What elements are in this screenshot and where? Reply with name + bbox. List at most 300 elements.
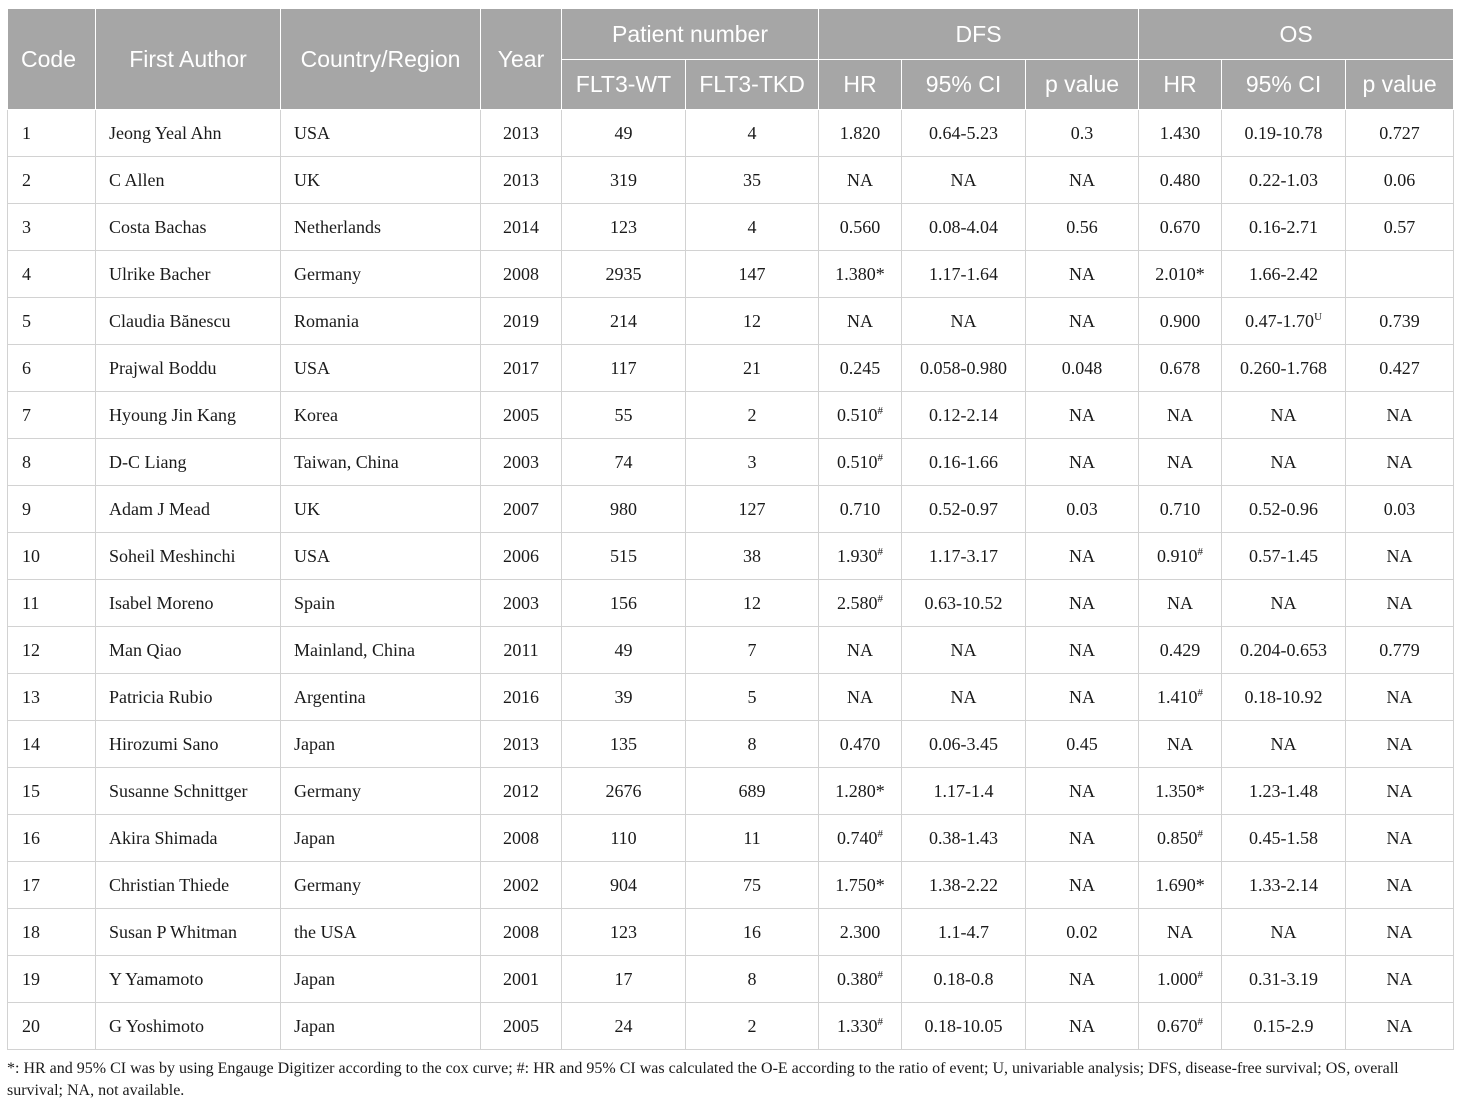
cell-dfs-p <box>1026 674 1139 721</box>
cell-dfs-hr-mark: # <box>877 545 884 558</box>
cell-dfs-ci-value: 1.1-4.7 <box>938 921 990 942</box>
cell-dfs-hr-value: NA <box>847 686 874 707</box>
cell-os-hr-value: 0.910 <box>1157 545 1198 566</box>
cell-flt3-tkd <box>686 1003 819 1050</box>
cell-first-author <box>96 345 281 392</box>
cell-dfs-ci <box>902 862 1026 909</box>
header-flt3-tkd: FLT3-TKD <box>686 60 819 110</box>
cell-dfs-ci <box>902 533 1026 580</box>
cell-dfs-ci-value: 0.16-1.66 <box>929 451 999 472</box>
cell-dfs-ci-value: 0.058-0.980 <box>920 357 1008 378</box>
cell-year <box>481 157 562 204</box>
cell-flt3-wt <box>562 627 686 674</box>
cell-first-author <box>96 815 281 862</box>
cell-os-hr-value: 0.670 <box>1157 1015 1198 1036</box>
cell-os-p-value: NA <box>1386 968 1413 989</box>
cell-country <box>281 674 481 721</box>
cell-year-value: 2016 <box>503 686 539 707</box>
cell-dfs-hr <box>819 439 902 486</box>
cell-flt3-tkd <box>686 533 819 580</box>
cell-dfs-hr <box>819 298 902 345</box>
cell-os-p <box>1346 486 1454 533</box>
cell-os-hr-value: NA <box>1167 921 1194 942</box>
cell-country <box>281 533 481 580</box>
cell-os-p <box>1346 721 1454 768</box>
table-row <box>8 251 1454 298</box>
cell-os-hr <box>1139 533 1222 580</box>
cell-year-value: 2003 <box>503 451 539 472</box>
cell-dfs-p-value: NA <box>1069 169 1096 190</box>
cell-os-ci-value: NA <box>1270 404 1297 425</box>
cell-dfs-hr-value: 0.740 <box>837 827 878 848</box>
cell-dfs-ci <box>902 298 1026 345</box>
cell-year-value: 2019 <box>503 310 539 331</box>
cell-flt3-tkd-value: 147 <box>738 263 766 284</box>
cell-dfs-p <box>1026 345 1139 392</box>
cell-dfs-p-value: 0.048 <box>1061 357 1103 378</box>
cell-first-author <box>96 674 281 721</box>
cell-flt3-tkd <box>686 110 819 157</box>
cell-os-p <box>1346 909 1454 956</box>
cell-dfs-hr <box>819 157 902 204</box>
cell-country <box>281 1003 481 1050</box>
cell-os-hr-value: 2.010* <box>1155 263 1205 284</box>
cell-year <box>481 674 562 721</box>
cell-code <box>8 533 96 580</box>
cell-dfs-ci-value: 0.18-0.8 <box>933 968 994 989</box>
cell-os-p-value: NA <box>1386 921 1413 942</box>
cell-country <box>281 345 481 392</box>
cell-dfs-p-value: NA <box>1069 827 1096 848</box>
cell-flt3-wt <box>562 345 686 392</box>
table-row <box>8 486 1454 533</box>
cell-dfs-hr-value: 2.580 <box>837 592 878 613</box>
cell-flt3-tkd <box>686 486 819 533</box>
cell-dfs-hr <box>819 862 902 909</box>
cell-os-p-value: NA <box>1386 545 1413 566</box>
cell-first-author-value: Adam J Mead <box>109 498 210 519</box>
header-country: Country/Region <box>281 9 481 110</box>
cell-country-value: Argentina <box>294 686 366 707</box>
cell-flt3-wt <box>562 110 686 157</box>
cell-dfs-hr <box>819 721 902 768</box>
cell-dfs-p <box>1026 486 1139 533</box>
cell-dfs-p <box>1026 580 1139 627</box>
cell-first-author-value: Susan P Whitman <box>109 921 238 942</box>
cell-os-ci-value: 0.22-1.03 <box>1249 169 1319 190</box>
cell-os-ci-value: 0.18-10.92 <box>1244 686 1323 707</box>
cell-dfs-p <box>1026 251 1139 298</box>
cell-country-value: USA <box>294 545 331 566</box>
cell-dfs-hr <box>819 110 902 157</box>
cell-first-author-value: Man Qiao <box>109 639 182 660</box>
cell-flt3-wt-value: 117 <box>610 357 637 378</box>
cell-flt3-tkd-value: 11 <box>743 827 761 848</box>
cell-os-hr-value: 1.430 <box>1159 122 1201 143</box>
cell-flt3-wt-value: 110 <box>610 827 637 848</box>
table-header <box>8 9 1454 110</box>
cell-flt3-tkd <box>686 580 819 627</box>
cell-os-p-value: NA <box>1386 404 1413 425</box>
cell-dfs-p <box>1026 909 1139 956</box>
cell-os-ci-value: 0.204-0.653 <box>1240 639 1328 660</box>
cell-first-author <box>96 956 281 1003</box>
cell-code <box>8 251 96 298</box>
table-row <box>8 862 1454 909</box>
cell-os-ci <box>1222 956 1346 1003</box>
cell-os-ci <box>1222 157 1346 204</box>
cell-flt3-wt-value: 980 <box>610 498 637 519</box>
cell-country <box>281 862 481 909</box>
cell-dfs-hr-value: NA <box>847 169 874 190</box>
cell-os-ci <box>1222 204 1346 251</box>
cell-flt3-tkd <box>686 345 819 392</box>
cell-code-value: 14 <box>22 733 40 754</box>
cell-code <box>8 815 96 862</box>
cell-year <box>481 862 562 909</box>
cell-os-p-value: NA <box>1386 874 1413 895</box>
cell-code-value: 16 <box>22 827 40 848</box>
cell-os-p <box>1346 533 1454 580</box>
cell-os-hr-value: NA <box>1167 404 1194 425</box>
cell-first-author-value: Susanne Schnittger <box>109 780 248 801</box>
cell-flt3-wt <box>562 721 686 768</box>
cell-dfs-hr-mark: # <box>877 592 884 605</box>
cell-dfs-p-value: NA <box>1069 686 1096 707</box>
table-row <box>8 768 1454 815</box>
cell-first-author-value: D-C Liang <box>109 451 187 472</box>
cell-os-ci-value: 1.23-1.48 <box>1249 780 1319 801</box>
cell-year-value: 2008 <box>503 263 539 284</box>
cell-dfs-p <box>1026 204 1139 251</box>
cell-dfs-p-value: NA <box>1069 451 1096 472</box>
cell-dfs-ci <box>902 721 1026 768</box>
cell-os-hr <box>1139 956 1222 1003</box>
cell-os-hr-value: 0.670 <box>1159 216 1201 237</box>
cell-dfs-hr-value: 0.710 <box>839 498 881 519</box>
cell-os-ci-value: 0.31-3.19 <box>1249 968 1319 989</box>
cell-first-author <box>96 486 281 533</box>
cell-country <box>281 956 481 1003</box>
cell-os-ci-value: 1.66-2.42 <box>1249 263 1319 284</box>
cell-flt3-wt-value: 123 <box>610 216 637 237</box>
cell-flt3-tkd <box>686 204 819 251</box>
cell-code-value: 9 <box>22 498 31 519</box>
cell-first-author-value: Hyoung Jin Kang <box>109 404 236 425</box>
cell-dfs-hr-value: 1.380* <box>835 263 885 284</box>
cell-code-value: 11 <box>22 592 40 613</box>
cell-os-hr-value: 0.429 <box>1159 639 1201 660</box>
cell-flt3-wt-value: 156 <box>610 592 637 613</box>
cell-os-ci <box>1222 674 1346 721</box>
cell-dfs-ci <box>902 110 1026 157</box>
cell-dfs-ci <box>902 956 1026 1003</box>
cell-first-author-value: Soheil Meshinchi <box>109 545 236 566</box>
cell-first-author <box>96 392 281 439</box>
cell-dfs-ci <box>902 345 1026 392</box>
table-row <box>8 533 1454 580</box>
cell-country-value: UK <box>294 498 320 519</box>
cell-dfs-ci <box>902 627 1026 674</box>
cell-dfs-hr-value: 0.245 <box>839 357 881 378</box>
cell-year-value: 2017 <box>503 357 539 378</box>
cell-first-author-value: Akira Shimada <box>109 827 218 848</box>
cell-dfs-ci-value: 0.08-4.04 <box>929 216 999 237</box>
cell-code <box>8 486 96 533</box>
cell-country <box>281 157 481 204</box>
cell-code <box>8 110 96 157</box>
header-year: Year <box>481 9 562 110</box>
cell-os-hr-value: 0.480 <box>1159 169 1201 190</box>
cell-flt3-tkd-value: 12 <box>743 310 761 331</box>
cell-dfs-ci-value: 0.12-2.14 <box>929 404 999 425</box>
cell-os-p-value: 0.779 <box>1379 639 1420 660</box>
cell-dfs-hr <box>819 345 902 392</box>
cell-flt3-tkd-value: 35 <box>743 169 761 190</box>
cell-code <box>8 721 96 768</box>
cell-dfs-hr <box>819 580 902 627</box>
cell-first-author <box>96 298 281 345</box>
cell-country <box>281 251 481 298</box>
cell-dfs-p <box>1026 157 1139 204</box>
cell-dfs-p-value: 0.03 <box>1066 498 1098 519</box>
cell-country-value: Japan <box>294 827 335 848</box>
table-row <box>8 1003 1454 1050</box>
cell-year <box>481 486 562 533</box>
cell-flt3-tkd-value: 127 <box>738 498 766 519</box>
cell-flt3-wt <box>562 1003 686 1050</box>
cell-flt3-wt-value: 49 <box>614 122 633 143</box>
cell-flt3-wt <box>562 298 686 345</box>
cell-dfs-ci-value: 0.52-0.97 <box>929 498 999 519</box>
cell-flt3-tkd <box>686 251 819 298</box>
cell-dfs-p-value: NA <box>1069 1015 1096 1036</box>
cell-os-p-value: 0.739 <box>1379 310 1420 331</box>
cell-first-author-value: Hirozumi Sano <box>109 733 219 754</box>
cell-first-author <box>96 1003 281 1050</box>
cell-country <box>281 110 481 157</box>
cell-dfs-p-value: 0.3 <box>1070 122 1094 143</box>
cell-flt3-tkd-value: 2 <box>747 404 757 425</box>
cell-year <box>481 956 562 1003</box>
cell-year <box>481 815 562 862</box>
cell-first-author <box>96 251 281 298</box>
cell-year-value: 2003 <box>503 592 539 613</box>
cell-year <box>481 204 562 251</box>
cell-os-ci-value: 0.52-0.96 <box>1249 498 1319 519</box>
cell-first-author <box>96 580 281 627</box>
cell-os-p-value: NA <box>1386 686 1413 707</box>
cell-code <box>8 439 96 486</box>
cell-flt3-wt <box>562 674 686 721</box>
cell-dfs-p <box>1026 392 1139 439</box>
cell-year-value: 2005 <box>503 404 539 425</box>
cell-os-p <box>1346 157 1454 204</box>
cell-flt3-wt <box>562 909 686 956</box>
cell-os-hr-mark: # <box>1197 968 1204 981</box>
cell-dfs-p <box>1026 721 1139 768</box>
cell-country <box>281 768 481 815</box>
cell-country-value: Romania <box>294 310 359 331</box>
cell-year-value: 2008 <box>503 921 539 942</box>
cell-flt3-wt-value: 214 <box>610 310 637 331</box>
cell-country-value: USA <box>294 122 331 143</box>
cell-dfs-ci <box>902 768 1026 815</box>
cell-first-author-value: Isabel Moreno <box>109 592 214 613</box>
cell-dfs-hr-value: 0.510 <box>837 451 878 472</box>
cell-os-p-value: 0.06 <box>1383 169 1416 190</box>
cell-dfs-ci-value: NA <box>950 686 977 707</box>
cell-dfs-hr <box>819 486 902 533</box>
cell-os-ci <box>1222 533 1346 580</box>
cell-flt3-wt-value: 319 <box>610 169 637 190</box>
cell-year <box>481 345 562 392</box>
header-dfs-ci: 95% CI <box>902 60 1026 110</box>
cell-code-value: 2 <box>22 169 31 190</box>
cell-flt3-tkd-value: 7 <box>747 639 757 660</box>
cell-os-ci <box>1222 345 1346 392</box>
cell-os-p-value: NA <box>1386 827 1413 848</box>
cell-year-value: 2011 <box>503 639 539 660</box>
cell-year-value: 2001 <box>503 968 539 989</box>
cell-dfs-ci <box>902 909 1026 956</box>
cell-flt3-wt <box>562 157 686 204</box>
cell-code <box>8 862 96 909</box>
cell-flt3-tkd-value: 689 <box>738 780 766 801</box>
cell-dfs-hr-value: 1.330 <box>837 1015 878 1036</box>
cell-dfs-p <box>1026 1003 1139 1050</box>
cell-os-ci <box>1222 251 1346 298</box>
cell-first-author-value: Patricia Rubio <box>109 686 213 707</box>
cell-first-author-value: Y Yamamoto <box>109 968 204 989</box>
cell-flt3-tkd-value: 38 <box>743 545 761 566</box>
cell-os-hr-value: 0.710 <box>1159 498 1201 519</box>
cell-os-hr-value: 0.850 <box>1157 827 1198 848</box>
cell-dfs-p-value: NA <box>1069 263 1096 284</box>
cell-os-p <box>1346 204 1454 251</box>
cell-first-author-value: Jeong Yeal Ahn <box>109 122 222 143</box>
cell-os-hr-value: NA <box>1167 592 1194 613</box>
cell-flt3-tkd <box>686 862 819 909</box>
cell-flt3-wt <box>562 251 686 298</box>
cell-dfs-hr-mark: # <box>877 404 884 417</box>
cell-dfs-ci <box>902 580 1026 627</box>
cell-os-hr <box>1139 345 1222 392</box>
cell-os-ci <box>1222 768 1346 815</box>
cell-os-ci-value: NA <box>1270 733 1297 754</box>
cell-code <box>8 768 96 815</box>
cell-flt3-wt-value: 24 <box>614 1015 633 1036</box>
cell-flt3-wt <box>562 533 686 580</box>
cell-os-ci <box>1222 298 1346 345</box>
cell-os-hr <box>1139 251 1222 298</box>
cell-flt3-wt-value: 55 <box>614 404 633 425</box>
cell-os-p <box>1346 392 1454 439</box>
table-row <box>8 815 1454 862</box>
cell-flt3-tkd-value: 3 <box>747 451 757 472</box>
cell-dfs-ci <box>902 392 1026 439</box>
cell-flt3-tkd-value: 8 <box>747 968 757 989</box>
cell-os-ci-value: 0.47-1.70 <box>1245 310 1315 331</box>
cell-flt3-wt <box>562 392 686 439</box>
cell-dfs-hr <box>819 1003 902 1050</box>
cell-dfs-ci-value: 0.63-10.52 <box>924 592 1003 613</box>
cell-dfs-hr-mark: # <box>877 451 884 464</box>
cell-code <box>8 204 96 251</box>
cell-year <box>481 768 562 815</box>
header-patient-number: Patient number <box>562 9 819 60</box>
table-container <box>7 8 1453 1050</box>
cell-flt3-wt <box>562 768 686 815</box>
cell-country <box>281 580 481 627</box>
cell-flt3-wt-value: 123 <box>610 921 637 942</box>
cell-dfs-p <box>1026 862 1139 909</box>
cell-os-ci-value: 0.15-2.9 <box>1253 1015 1314 1036</box>
cell-flt3-tkd <box>686 956 819 1003</box>
cell-os-hr <box>1139 157 1222 204</box>
cell-code <box>8 674 96 721</box>
cell-dfs-ci-value: 0.38-1.43 <box>929 827 999 848</box>
cell-dfs-ci-value: 1.17-1.4 <box>933 780 994 801</box>
cell-flt3-wt <box>562 956 686 1003</box>
cell-dfs-ci-value: 1.17-1.64 <box>929 263 999 284</box>
cell-flt3-tkd <box>686 768 819 815</box>
cell-country-value: Japan <box>294 733 335 754</box>
cell-dfs-ci <box>902 157 1026 204</box>
cell-os-ci-value: 1.33-2.14 <box>1249 874 1319 895</box>
cell-flt3-tkd <box>686 157 819 204</box>
cell-os-p <box>1346 298 1454 345</box>
cell-dfs-ci <box>902 439 1026 486</box>
cell-os-hr <box>1139 204 1222 251</box>
cell-os-ci <box>1222 392 1346 439</box>
cell-country-value: Korea <box>294 404 338 425</box>
cell-dfs-p-value: NA <box>1069 639 1096 660</box>
cell-os-p <box>1346 345 1454 392</box>
table-row <box>8 439 1454 486</box>
cell-first-author <box>96 627 281 674</box>
cell-country-value: Germany <box>294 780 361 801</box>
cell-code-value: 15 <box>22 780 40 801</box>
cell-first-author <box>96 439 281 486</box>
cell-dfs-p-value: 0.56 <box>1066 216 1098 237</box>
cell-os-hr <box>1139 439 1222 486</box>
cell-flt3-tkd <box>686 674 819 721</box>
cell-dfs-ci-value: 1.17-3.17 <box>929 545 999 566</box>
cell-first-author-value: Costa Bachas <box>109 216 207 237</box>
cell-os-hr-value: NA <box>1167 451 1194 472</box>
cell-first-author <box>96 862 281 909</box>
cell-os-hr <box>1139 110 1222 157</box>
table-row <box>8 721 1454 768</box>
cell-os-ci-value: 0.57-1.45 <box>1249 545 1319 566</box>
cell-os-hr-value: 1.000 <box>1157 968 1198 989</box>
cell-dfs-ci-value: 1.38-2.22 <box>929 874 999 895</box>
cell-code <box>8 345 96 392</box>
cell-dfs-hr <box>819 674 902 721</box>
cell-os-hr <box>1139 1003 1222 1050</box>
cell-code-value: 17 <box>22 874 40 895</box>
cell-dfs-p <box>1026 815 1139 862</box>
table-row <box>8 157 1454 204</box>
cell-dfs-hr-mark: # <box>877 1015 884 1028</box>
cell-flt3-tkd <box>686 721 819 768</box>
cell-dfs-hr-value: 0.380 <box>837 968 878 989</box>
cell-os-hr-value: 1.410 <box>1157 686 1198 707</box>
cell-os-hr-value: NA <box>1167 733 1194 754</box>
cell-year <box>481 627 562 674</box>
cell-dfs-ci <box>902 251 1026 298</box>
